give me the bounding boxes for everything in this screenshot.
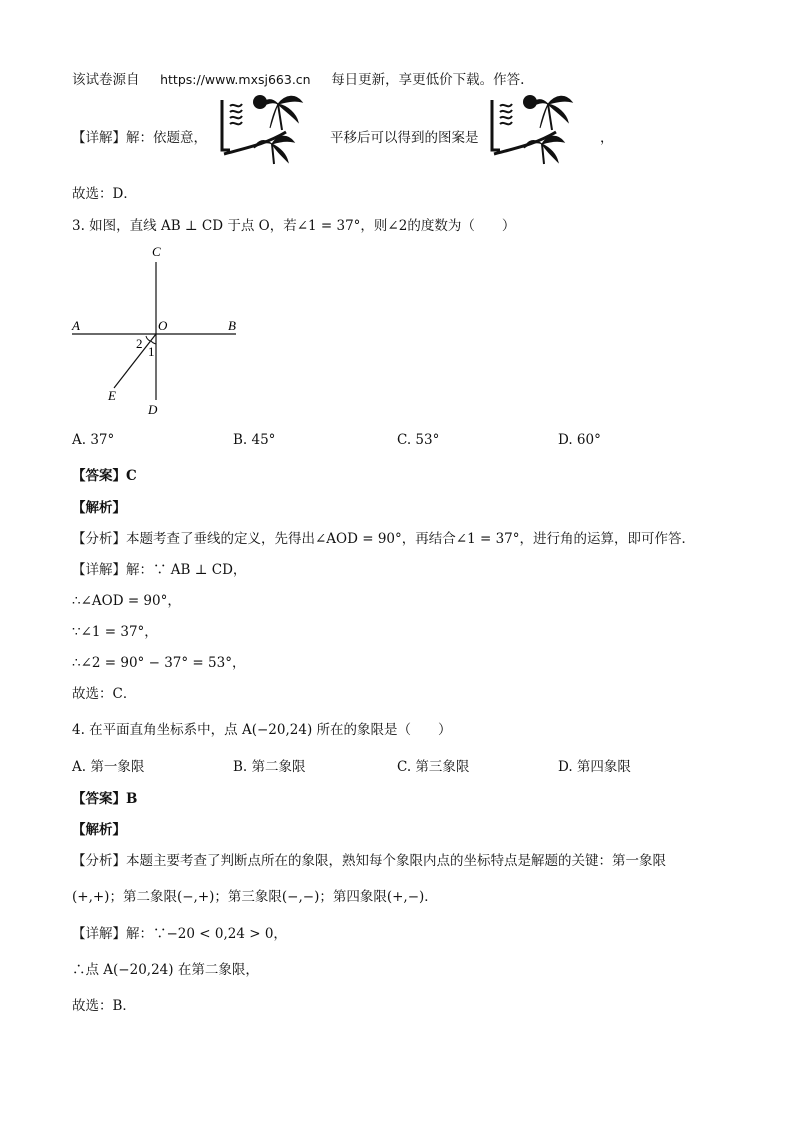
q4-answer: 【答案】B <box>72 791 138 807</box>
q4-option-b[interactable]: B. 第二象限 <box>233 759 306 775</box>
q4-analysis-line-2: (+,+)；第二象限(−,+)；第三象限(−,−)；第四象限(+,−)． <box>72 889 438 905</box>
q4-analysis-line-1: 【分析】本题主要考查了判断点所在的象限，熟知每个象限内点的坐标特点是解题的关键：第一象限 <box>72 853 666 869</box>
q3-analysis: 【分析】本题考查了垂线的定义，先得出∠AOD = 90°，再结合∠1 = 37°，进行角的运算，即可作答． <box>72 531 695 547</box>
q3-analysis-title: 【解析】 <box>72 500 126 516</box>
q3-answer: 【答案】C <box>72 468 137 484</box>
angle-2-arc <box>146 336 150 341</box>
q2-choose: 故选：D． <box>72 186 137 202</box>
label-a: A <box>72 318 80 333</box>
palm-pattern-answer-drawing <box>492 95 572 164</box>
q3-step-2: ∵∠1 = 37°， <box>72 624 158 640</box>
q2-end-comma: ， <box>600 130 614 146</box>
q4-option-a[interactable]: A. 第一象限 <box>72 759 145 775</box>
palm-pattern-image-original <box>216 92 316 172</box>
label-c: C <box>152 244 161 259</box>
q3-step-3: ∴∠2 = 90° − 37° = 53°， <box>72 655 246 671</box>
palm-pattern-image-answer <box>486 92 586 172</box>
label-e: E <box>108 388 116 403</box>
q3-figure <box>66 240 256 420</box>
q3-step-1: ∴∠AOD = 90°， <box>72 593 181 609</box>
q4-step-1: ∴点 A(−20,24) 在第二象限， <box>72 962 259 978</box>
q3-stem: 3. 如图，直线 AB ⊥ CD 于点 O，若∠1 = 37°，则∠2的度数为（ ） <box>72 218 516 234</box>
q3-option-b[interactable]: B. 45° <box>233 432 276 448</box>
header-line <box>72 68 524 88</box>
q4-detail: 【详解】解：∵−20 < 0,24 > 0， <box>72 926 287 942</box>
q2-detail-prefix: 【详解】解：依题意， <box>72 130 207 146</box>
q4-stem: 4. 在平面直角坐标系中，点 A(−20,24) 所在的象限是（ ） <box>72 722 452 738</box>
q2-middle-text: 平移后可以得到的图案是 <box>330 130 479 146</box>
q3-option-c[interactable]: C. 53° <box>397 432 440 448</box>
q3-option-a[interactable]: A. 37° <box>72 432 115 448</box>
q4-analysis-title: 【解析】 <box>72 822 126 838</box>
label-d: D <box>148 402 158 417</box>
header-suffix: 每日更新，享更低价下载。作答. <box>331 72 525 88</box>
header-source-prefix: 该试卷源自 <box>72 72 140 88</box>
label-b: B <box>228 318 236 333</box>
palm-pattern-original-drawing <box>222 95 302 164</box>
ray-oe <box>114 334 156 388</box>
q4-option-d[interactable]: D. 第四象限 <box>558 759 631 775</box>
label-angle-2: 2 <box>136 336 143 351</box>
header-url[interactable]: https://www.mxsj663.cn <box>160 72 311 87</box>
q3-detail: 【详解】解：∵ AB ⊥ CD， <box>72 562 247 578</box>
q4-choose: 故选：B． <box>72 998 136 1014</box>
label-angle-1: 1 <box>148 344 155 359</box>
q4-option-c[interactable]: C. 第三象限 <box>397 759 470 775</box>
q3-option-d[interactable]: D. 60° <box>558 432 601 448</box>
q3-choose: 故选：C． <box>72 686 137 702</box>
label-o: O <box>158 318 168 333</box>
